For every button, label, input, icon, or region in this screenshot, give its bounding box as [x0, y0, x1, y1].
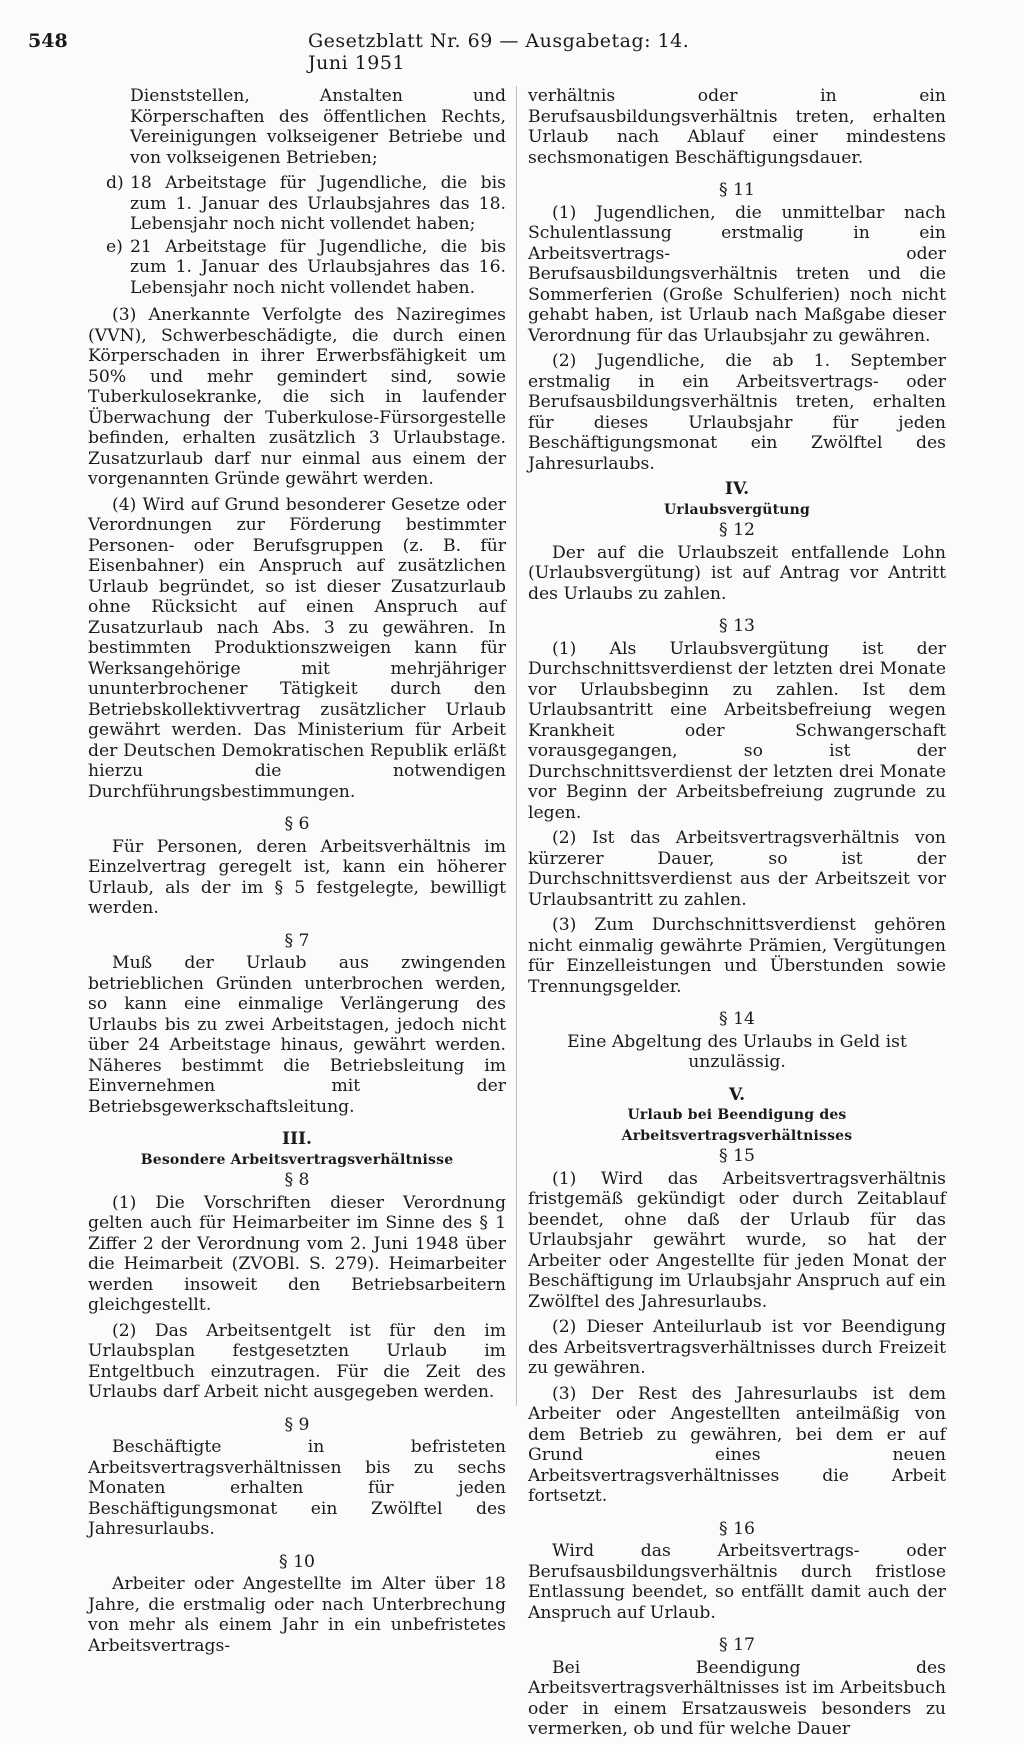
paragraph-abs4: (4) Wird auf Grund besonderer Gesetze oder Verordnungen zur Förderung bestimmter Personen- oder Berufsgruppen (z. B. für Eisenbahner) ein Anspruch auf zusätzlichen Urlaub begründet, so ist dieser Zusatzurlaub ohne Rücksicht auf einen Anspruch auf Zusatzurlaub nach Abs. 3 zu gewähren. In bestimmten Produktionszweigen kann für Werksangehörige mit mehrjähriger ununterbrochener Tätigkeit durch den Betriebskollektivvertrag zusätzlicher Urlaub gewährt werden. Das Ministerium für Arbeit der Deutschen Demokratischen Republik erläßt hierzu die notwendigen Durchführungsbestimmungen.	[88, 494, 506, 802]
section-11-abs2: (2) Jugendliche, die ab 1. September erstmalig in ein Arbeitsvertrags- oder Berufsausbildungsverhältnis treten, erhalten für dieses Urlaubsjahr für jeden Beschäftigungsmonat ein Zwölftel des Jahresurlaubs.	[528, 351, 946, 474]
page-number: 548	[28, 30, 68, 52]
page-header	[28, 30, 722, 74]
section-11-abs1: (1) Jugendlichen, die unmittelbar nach Schulentlassung erstmalig in ein Arbeitsvertrags- oder Berufsausbildungsverhältnis treten und die Sommerferien (Große Schulferien) noch nicht gehabt haben, ist Urlaub nach Maßgabe dieser Verordnung für das Urlaubsjahr zu gewähren.	[528, 202, 946, 346]
list-label: d)	[106, 173, 124, 193]
list-text: 18 Arbeitstage für Jugendliche, die bis zum 1. Januar des Urlaubsjahres das 18. Lebensjahr noch nicht vollendet haben;	[130, 173, 506, 234]
section-10-heading: § 10	[279, 1551, 315, 1572]
section-14-heading: § 14	[719, 1009, 755, 1029]
right-column	[528, 86, 946, 1745]
column-divider	[516, 86, 517, 1406]
paragraph-abs3: (3) Anerkannte Verfolgte des Naziregimes (VVN), Schwerbeschädigte, die durch einen Körperschaden in ihrer Erwerbsfähigkeit um 50% und mehr gemindert sind, sowie Tuberkulosekranke, die sich in laufender Überwachung der Tuberkulose-Fürsorgestelle befinden, erhalten zusätzlich 3 Urlaubstage. Zusatzurlaub darf nur einmal aus einem der vorgenannten Gründe gewährt werden.	[88, 305, 506, 489]
chapter-3-title: Besondere Arbeitsvertragsverhältnisse	[140, 1151, 454, 1168]
section-16-text: Wird das Arbeitsvertrags- oder Berufsausbildungsverhältnis durch fristlose Entlassung beendet, so entfällt damit auch der Anspruch auf Urlaub.	[528, 1541, 946, 1623]
section-14-text: Eine Abgeltung des Urlaubs in Geld ist unzulässig.	[567, 1031, 907, 1072]
section-13-heading: § 13	[719, 616, 755, 636]
section-6-heading: § 6	[284, 814, 310, 834]
section-11-heading: § 11	[719, 180, 755, 200]
list-item-d	[88, 173, 506, 235]
list-text: 21 Arbeitstage für Jugendliche, die bis zum 1. Januar des Urlaubsjahres das 16. Lebensjahr noch nicht vollendet haben.	[130, 236, 506, 298]
section-17-heading: § 17	[719, 1635, 755, 1655]
section-15-heading: § 15	[719, 1146, 755, 1166]
section-7-heading: § 7	[284, 930, 310, 951]
section-15-abs2: (2) Dieser Anteilurlaub ist vor Beendigung des Arbeitsvertragsverhältnisses durch Freizeit zu gewähren.	[528, 1317, 946, 1378]
list-label: e)	[106, 236, 123, 257]
chapter-5-number: V.	[728, 1084, 746, 1105]
section-12-heading: § 12	[719, 520, 755, 540]
chapter-4-title: Urlaubsvergütung	[663, 501, 811, 518]
section-15-abs3: (3) Der Rest des Jahresurlaubs ist dem Arbeiter oder Angestellten anteilmäßig von dem Betrieb zu gewähren, bei dem er auf Grund eines neuen Arbeitsvertragsverhältnisses die Arbeit fortsetzt.	[528, 1383, 946, 1506]
chapter-5-title: Urlaub bei Beendigung des Arbeitsvertragsverhältnisses	[621, 1107, 853, 1144]
header-title: Gesetzblatt Nr. 69 — Ausgabetag: 14. Juni 1951	[308, 30, 690, 74]
left-column	[88, 86, 506, 1661]
section-12-text: Der auf die Urlaubszeit entfallende Lohn (Urlaubsvergütung) ist auf Antrag vor Antritt des Urlaubs zu zahlen.	[528, 542, 946, 604]
section-16-heading: § 16	[719, 1518, 755, 1539]
section-13-abs1: (1) Als Urlaubsvergütung ist der Durchschnittsverdienst der letzten drei Monate vor Urlaubsbeginn zu zahlen. Ist dem Urlaubsantritt eine Arbeitsbefreiung wegen Krankheit oder Schwangerschaft vorausgegangen, so ist der Durchschnittsverdienst der letzten drei Monate vor Beginn der Arbeitsbefreiung zugrunde zu legen.	[528, 638, 946, 823]
section-15-abs1: (1) Wird das Arbeitsvertragsverhältnis fristgemäß gekündigt oder durch Zeitablauf beendet, ohne daß der Urlaub für das Urlaubsjahr gewährt wurde, so hat der Arbeiter oder Angestellte für jeden Monat der Beschäftigung im Urlaubsjahr Anspruch auf ein Zwölftel des Jahresurlaubs.	[528, 1168, 946, 1312]
section-7-text: Muß der Urlaub aus zwingenden betrieblichen Gründen unterbrochen werden, so kann eine einmalige Verlängerung des Urlaubs bis zu zwei Arbeitstagen, jedoch nicht über 24 Arbeitstage hinaus, gewährt werden. Näheres bestimmt die Betriebsleitung im Einvernehmen mit der Betriebsgewerkschaftsleitung.	[88, 953, 506, 1117]
section-10-text: Arbeiter oder Angestellte im Alter über 18 Jahre, die erstmalig oder nach Unterbrechung von mehr als einem Jahr in ein unbefristetes Arbeitsvertrags-	[88, 1574, 506, 1656]
section-9-text: Beschäftigte in befristeten Arbeitsvertragsverhältnissen bis zu sechs Monaten erhalten für jeden Beschäftigungsmonat ein Zwölftel des Jahresurlaubs.	[88, 1437, 506, 1539]
section-8-heading: § 8	[284, 1170, 310, 1190]
chapter-3-number: III.	[281, 1129, 313, 1149]
chapter-4-number: IV.	[724, 479, 750, 499]
section-9-heading: § 9	[284, 1414, 310, 1435]
section-8-abs2: (2) Das Arbeitsentgelt ist für den im Urlaubsplan festgesetzten Urlaub im Entgeltbuch einzutragen. Für die Zeit des Urlaubs darf Arbeit nicht ausgegeben werden.	[88, 1320, 506, 1402]
section-13-abs3: (3) Zum Durchschnittsverdienst gehören nicht einmalig gewährte Prämien, Vergütungen für Einzelleistungen und Überstunden sowie Trennungsgelder.	[528, 915, 946, 997]
section-8-abs1: (1) Die Vorschriften dieser Verordnung gelten auch für Heimarbeiter im Sinne des § 1 Ziffer 2 der Verordnung vom 2. Juni 1948 über die Heimarbeit (ZVOBl. S. 279). Heimarbeiter werden insoweit den Betriebsarbeitern gleichgestellt.	[88, 1192, 506, 1315]
section-13-abs2: (2) Ist das Arbeitsvertragsverhältnis von kürzerer Dauer, so ist der Durchschnittsverdienst aus der Arbeitszeit vor Urlaubsantritt zu zahlen.	[528, 828, 946, 910]
section-17-text: Bei Beendigung des Arbeitsvertragsverhältnisses ist im Arbeitsbuch oder in einem Ersatzausweis besonders zu vermerken, ob und für welche Dauer	[528, 1657, 946, 1739]
continuation-text: verhältnis oder in ein Berufsausbildungsverhältnis treten, erhalten Urlaub nach Ablauf einer mindestens sechsmonatigen Beschäftigungsdauer.	[528, 86, 946, 168]
list-item-e	[88, 237, 506, 299]
section-6-text: Für Personen, deren Arbeitsverhältnis im Einzelvertrag geregelt ist, kann ein höherer Urlaub, als der im § 5 festgelegte, bewilligt werden.	[88, 836, 506, 918]
continuation-text: Dienststellen, Anstalten und Körperschaften des öffentlichen Rechts, Vereinigungen volkseigener Betriebe und von volkseigenen Betrieben;	[130, 86, 506, 168]
